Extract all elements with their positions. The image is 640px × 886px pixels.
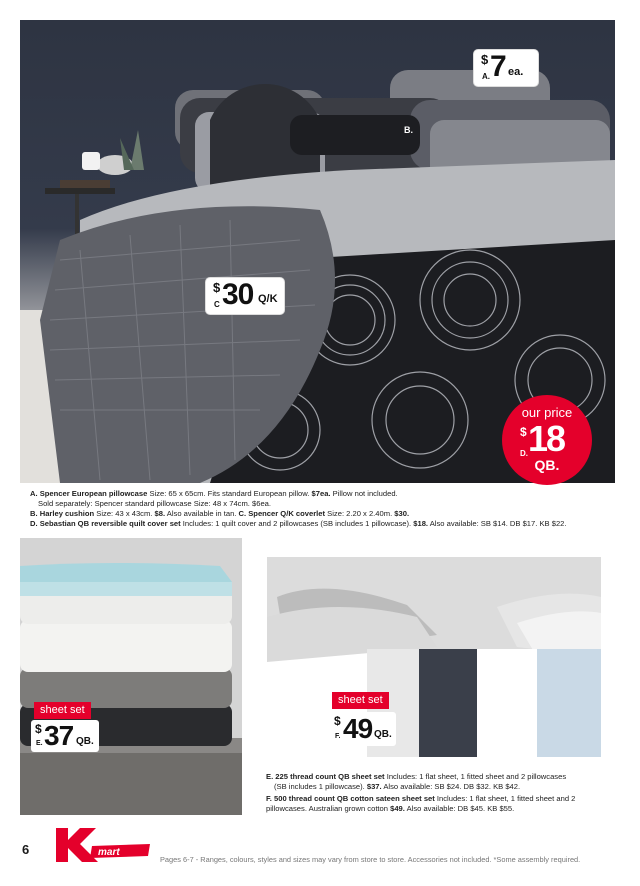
desc-line-bc — [30, 509, 409, 519]
price-c-currency: $ — [213, 280, 221, 295]
price-c-amount: 30 — [222, 278, 254, 311]
sheet-set-label-f: sheet set — [332, 692, 389, 709]
desc-b-title: B. Harley cushion — [30, 509, 95, 518]
desc-f-title: F. 500 thread count QB cotton sateen sheet set — [266, 794, 435, 803]
desc-e-price: $37. — [366, 782, 382, 791]
desc-c-price: $30. — [394, 509, 410, 518]
price-tag-c — [206, 278, 284, 314]
price-a-amount: 7 — [490, 50, 506, 83]
desc-a-title: A. Spencer European pillowcase — [30, 489, 148, 498]
folded-sheets-illustration — [20, 538, 242, 815]
desc-c-title: C. Spencer Q/K coverlet — [238, 509, 326, 518]
sheet-set-bed-photo — [267, 557, 601, 757]
price-badge-d — [502, 395, 592, 485]
desc-a-tail: Pillow not included. — [330, 489, 398, 498]
price-d-unit: QB. — [534, 457, 560, 473]
desc-d-title: D. Sebastian QB reversible quilt cover set — [30, 519, 181, 528]
desc-d-price: $18. — [413, 519, 429, 528]
desc-e-title: E. 225 thread count QB sheet set — [266, 772, 385, 781]
desc-b-price: $8. — [154, 509, 166, 518]
desc-f-tail: Also available: DB $45. KB $55. — [404, 804, 515, 813]
desc-line-a — [30, 489, 398, 499]
kmart-logo-text: mart — [98, 847, 120, 858]
desc-line-d — [30, 519, 567, 529]
price-a-unit: ea. — [508, 66, 524, 78]
desc-e-body2: (SB includes 1 pillowcase). — [274, 782, 367, 791]
price-e-amount: 37 — [44, 720, 74, 751]
price-tag-f — [330, 712, 396, 746]
price-a-letter: A. — [482, 72, 490, 81]
desc-line-a2: Sold separately: Spencer standard pillowcase Size: 48 x 74cm. $6ea. — [38, 499, 272, 508]
price-d-letter: D. — [520, 449, 528, 458]
desc-f-body: Includes: 1 flat sheet, 1 fitted sheet and 2 — [434, 794, 576, 803]
desc-a-body: Size: 65 x 65cm. Fits standard European pillow. — [147, 489, 312, 498]
desc-e-tail: Also available: SB $24. DB $32. KB $42. — [381, 782, 521, 791]
desc-d-body: Includes: 1 quilt cover and 2 pillowcases (SB includes 1 pillowcase). — [180, 519, 414, 528]
price-e-letter: E. — [36, 740, 43, 747]
desc-line-f2 — [266, 804, 514, 814]
desc-b-body: Size: 43 x 43cm. — [94, 509, 155, 518]
desc-line-f — [266, 794, 575, 804]
desc-line-e — [266, 772, 566, 782]
footer-disclaimer: Pages 6-7 - Ranges, colours, styles and sizes may vary from store to store. Accessories not included. *Some assembly required. — [160, 855, 581, 864]
desc-b-tail: Also available in tan. — [165, 509, 239, 518]
price-c-unit: Q/K — [258, 293, 278, 305]
price-f-letter: F. — [335, 733, 341, 740]
desc-f-body2: pillowcases. Australian grown cotton — [266, 804, 391, 813]
price-tag-a — [474, 50, 538, 86]
desc-f-price: $49. — [390, 804, 405, 813]
price-tag-e — [31, 720, 99, 752]
price-d-amount: 18 — [528, 418, 565, 459]
desc-line-e2 — [274, 782, 520, 792]
price-e-unit: QB. — [76, 736, 94, 747]
price-f-currency: $ — [334, 714, 341, 728]
sheet-set-bed-illustration — [267, 557, 601, 757]
desc-c-body: Size: 2.20 x 2.40m. — [325, 509, 395, 518]
kmart-logo — [52, 826, 152, 864]
page-number: 6 — [22, 842, 30, 857]
folded-sheets-photo — [20, 538, 242, 815]
price-a-currency: $ — [481, 52, 489, 67]
sheet-set-label-e: sheet set — [34, 702, 91, 719]
kmart-logo-mark — [52, 826, 152, 864]
price-d-currency: $ — [520, 425, 527, 439]
price-c-letter: C — [214, 300, 220, 309]
desc-d-tail: Also available: SB $14. DB $17. KB $22. — [428, 519, 567, 528]
price-f-unit: QB. — [374, 729, 392, 740]
our-price-label: our price — [521, 405, 573, 420]
price-e-currency: $ — [35, 722, 42, 736]
price-f-amount: 49 — [343, 713, 373, 744]
desc-a-price: $7ea. — [311, 489, 331, 498]
item-b-label: B. — [404, 125, 413, 135]
desc-e-body: Includes: 1 flat sheet, 1 fitted sheet and 2 pillowcases — [384, 772, 567, 781]
